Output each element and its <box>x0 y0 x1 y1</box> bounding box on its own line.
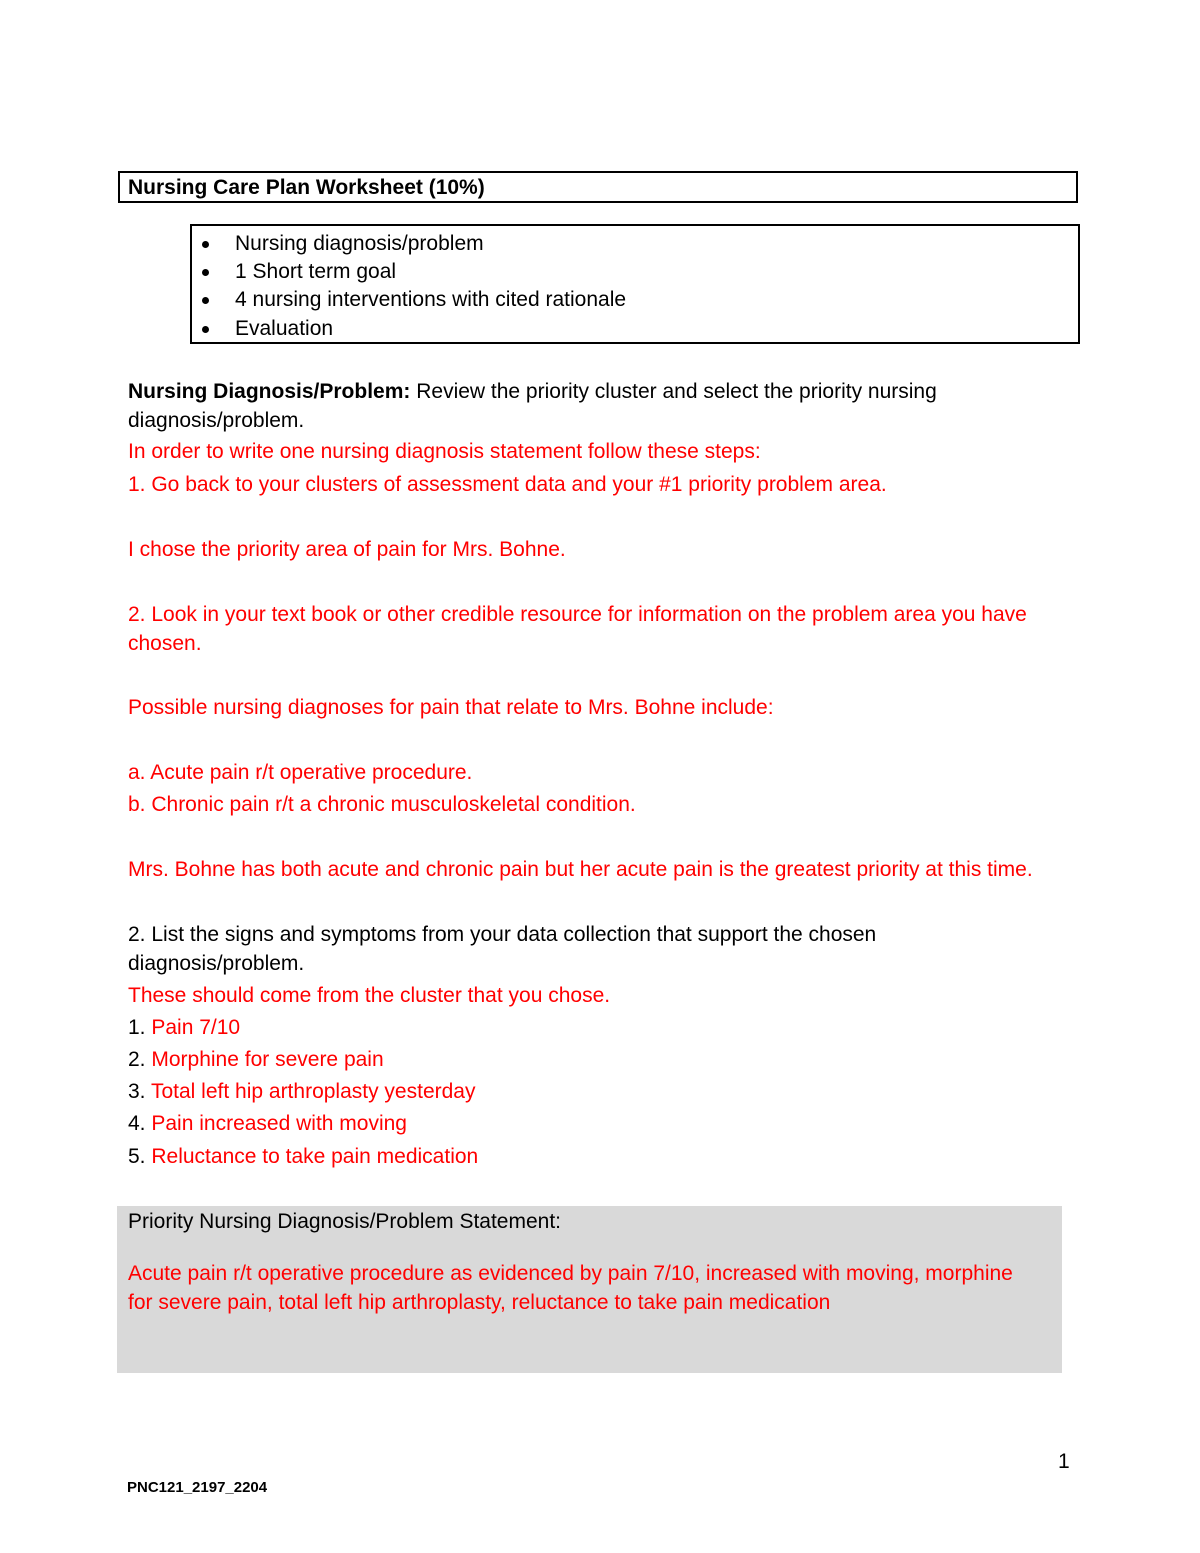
bullet-icon <box>202 241 209 248</box>
list-item: 2. Morphine for severe pain <box>128 1048 384 1071</box>
course-code: PNC121_2197_2204 <box>127 1479 268 1496</box>
symptoms-heading-cont: diagnosis/problem. <box>128 952 305 975</box>
list-item: 5. Reluctance to take pain medication <box>128 1145 479 1168</box>
diagnosis-instruction-text: Review the priority cluster and select the priority nursing <box>416 380 937 403</box>
step-2-cont: chosen. <box>128 632 202 655</box>
possible-diagnoses-intro: Possible nursing diagnoses for pain that relate to Mrs. Bohne include: <box>128 696 774 719</box>
diagnosis-option-a: a. Acute pain r/t operative procedure. <box>128 761 473 784</box>
page-number: 1 <box>1058 1450 1070 1473</box>
symptoms-heading: 2. List the signs and symptoms from your data collection that support the chosen <box>128 923 877 946</box>
priority-statement-text-cont: for severe pain, total left hip arthroplasty, reluctance to take pain medication <box>128 1291 831 1314</box>
steps-intro: In order to write one nursing diagnosis statement follow these steps: <box>128 440 761 463</box>
diagnosis-label: Nursing Diagnosis/Problem: <box>128 380 411 403</box>
worksheet-title: Nursing Care Plan Worksheet (10%) <box>128 176 485 199</box>
diagnosis-option-b: b. Chronic pain r/t a chronic musculoskeletal condition. <box>128 793 636 816</box>
diagnosis-instruction-cont: diagnosis/problem. <box>128 409 305 432</box>
bullet-icon <box>202 297 209 304</box>
diagnosis-instruction <box>128 378 937 406</box>
bullet-icon <box>202 269 209 276</box>
step-2: 2. Look in your text book or other credible resource for information on the problem area you have <box>128 603 1027 626</box>
step-1-answer: I chose the priority area of pain for Mrs. Bohne. <box>128 538 566 561</box>
priority-statement-text: Acute pain r/t operative procedure as evidenced by pain 7/10, increased with moving, morphine <box>128 1262 1013 1285</box>
priority-statement-label: Priority Nursing Diagnosis/Problem Statement: <box>128 1210 562 1233</box>
worksheet-title-box <box>118 171 1078 203</box>
list-item: 3. Total left hip arthroplasty yesterday <box>128 1080 476 1103</box>
bullet-icon <box>202 326 209 333</box>
symptoms-note: These should come from the cluster that you chose. <box>128 984 611 1007</box>
step-1: 1. Go back to your clusters of assessment data and your #1 priority problem area. <box>128 473 887 496</box>
list-item: 1. Pain 7/10 <box>128 1016 241 1039</box>
requirements-list: Nursing diagnosis/problem 1 Short term goal 4 nursing interventions with cited rationale Evaluation <box>190 224 1080 344</box>
list-item: 4. Pain increased with moving <box>128 1112 407 1135</box>
priority-conclusion: Mrs. Bohne has both acute and chronic pain but her acute pain is the greatest priority at this time. <box>128 858 1033 881</box>
